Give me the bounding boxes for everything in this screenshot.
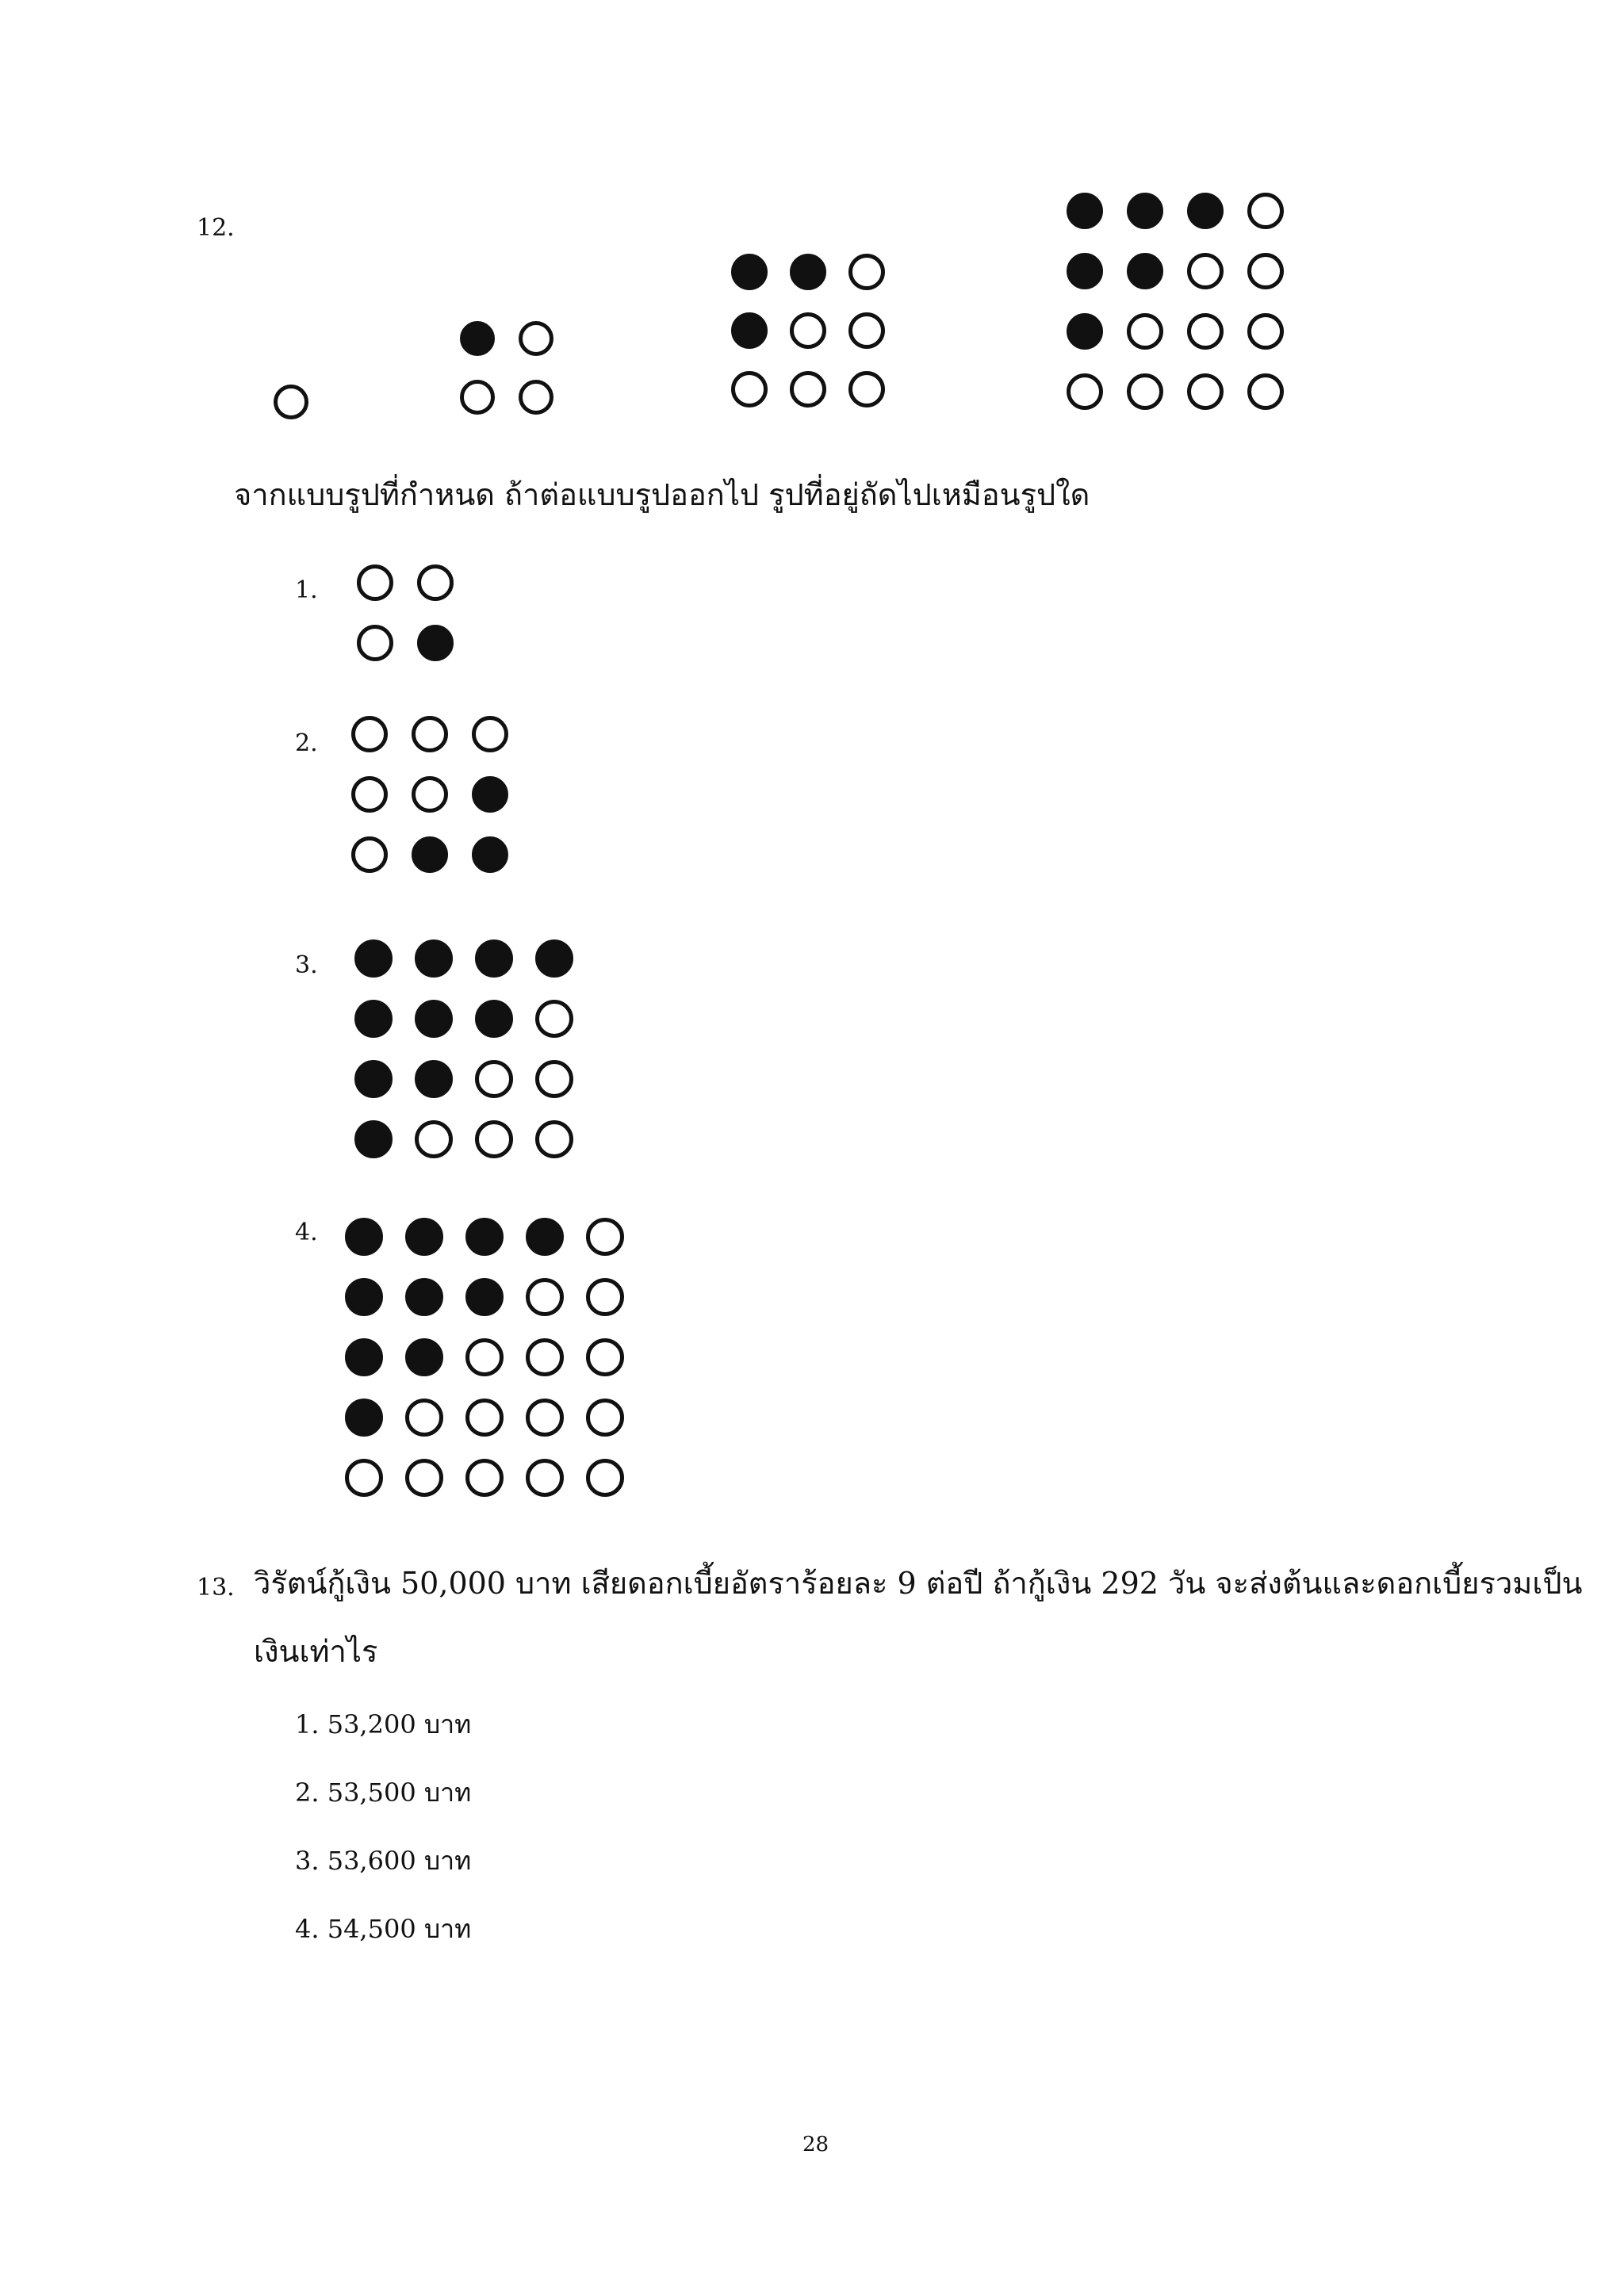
filled-circle-1-2	[790, 254, 826, 290]
q13-option-1[interactable]	[295, 1705, 471, 1745]
empty-circle-2-5	[586, 1278, 624, 1316]
filled-circle-3-1	[354, 1060, 393, 1098]
question-13-prompt-line-2: เงินเท่าไร	[254, 1634, 378, 1669]
filled-circle-1-3	[465, 1218, 504, 1256]
empty-circle-2-1	[460, 380, 495, 415]
q13-option-4-text: 54,500 บาท	[327, 1914, 472, 1944]
empty-circle-2-2	[790, 312, 826, 349]
filled-circle-1-1	[460, 321, 495, 356]
filled-circle-2-1	[1067, 253, 1103, 289]
empty-circle-3-4	[1247, 313, 1284, 350]
filled-circle-3-1	[1067, 313, 1103, 350]
empty-circle-5-2	[405, 1459, 443, 1497]
empty-circle-5-1	[345, 1459, 383, 1497]
filled-circle-2-3	[475, 1000, 513, 1038]
empty-circle-3-2	[790, 371, 826, 408]
empty-circle-4-3	[1187, 373, 1224, 410]
empty-circle-2-4	[1247, 253, 1284, 289]
empty-circle-4-4	[1247, 373, 1284, 410]
q13-option-3-text: 53,600 บาท	[327, 1846, 472, 1876]
filled-circle-2-2	[405, 1278, 443, 1316]
question-12-number: 12.	[197, 214, 235, 242]
empty-circle-1-2	[412, 716, 448, 752]
empty-circle-4-4	[526, 1399, 564, 1437]
empty-circle-1-1	[357, 564, 393, 601]
filled-circle-2-1	[354, 1000, 393, 1038]
q12-option-2-label: 2.	[295, 729, 318, 757]
filled-circle-4-1	[345, 1399, 383, 1437]
q13-option-4-label: 4.	[295, 1914, 320, 1944]
sequence-figure-4	[1067, 193, 1284, 410]
empty-circle-4-3	[465, 1399, 504, 1437]
q13-option-2[interactable]	[295, 1773, 471, 1813]
question-13-number: 13.	[197, 1574, 235, 1601]
filled-circle-3-2	[405, 1338, 443, 1376]
filled-circle-2-1	[731, 312, 768, 349]
sequence-figure-1	[274, 385, 308, 419]
q13-option-2-text: 53,500 บาท	[327, 1777, 472, 1808]
filled-circle-1-4	[526, 1218, 564, 1256]
q13-option-3[interactable]	[295, 1841, 471, 1881]
filled-circle-1-4	[535, 939, 573, 978]
q12-option-1-label: 1.	[295, 576, 318, 604]
empty-circle-4-2	[415, 1120, 453, 1158]
empty-circle-2-3	[1187, 253, 1224, 289]
q12-option-4-label: 4.	[295, 1219, 318, 1246]
empty-circle-2-2	[412, 776, 448, 813]
empty-circle-1-2	[417, 564, 454, 601]
q13-option-2-label: 2.	[295, 1777, 320, 1808]
filled-circle-1-1	[731, 254, 768, 290]
empty-circle-3-4	[535, 1060, 573, 1098]
filled-circle-3-3	[472, 836, 508, 873]
empty-circle-4-3	[475, 1120, 513, 1158]
filled-circle-2-3	[465, 1278, 504, 1316]
empty-circle-2-1	[351, 776, 388, 813]
filled-circle-2-2	[417, 625, 454, 661]
filled-circle-3-2	[415, 1060, 453, 1098]
empty-circle-5-3	[465, 1459, 504, 1497]
empty-circle-3-3	[475, 1060, 513, 1098]
empty-circle-3-3	[848, 371, 885, 408]
filled-circle-4-1	[354, 1120, 393, 1158]
filled-circle-1-2	[1127, 193, 1163, 229]
empty-circle-1-3	[848, 254, 885, 290]
sequence-figure-2	[460, 321, 553, 415]
q12-option-1-figure[interactable]	[357, 564, 454, 661]
empty-circle-4-2	[1127, 373, 1163, 410]
empty-circle-3-1	[731, 371, 768, 408]
filled-circle-2-2	[415, 1000, 453, 1038]
empty-circle-1-1	[351, 716, 388, 752]
empty-circle-2-3	[848, 312, 885, 349]
filled-circle-1-1	[1067, 193, 1103, 229]
empty-circle-5-5	[586, 1459, 624, 1497]
empty-circle-3-4	[526, 1338, 564, 1376]
empty-circle-1-1	[274, 385, 308, 419]
empty-circle-3-5	[586, 1338, 624, 1376]
empty-circle-1-4	[1247, 193, 1284, 229]
q13-option-4[interactable]	[295, 1909, 471, 1950]
empty-circle-4-4	[535, 1120, 573, 1158]
q13-option-1-text: 53,200 บาท	[327, 1709, 472, 1739]
q12-option-3-figure[interactable]	[354, 939, 573, 1158]
filled-circle-2-1	[345, 1278, 383, 1316]
filled-circle-3-2	[412, 836, 448, 873]
empty-circle-2-4	[535, 1000, 573, 1038]
empty-circle-4-1	[1067, 373, 1103, 410]
q12-option-3-label: 3.	[295, 951, 318, 979]
empty-circle-3-3	[465, 1338, 504, 1376]
empty-circle-4-2	[405, 1399, 443, 1437]
filled-circle-3-1	[345, 1338, 383, 1376]
q13-option-1-label: 1.	[295, 1709, 320, 1739]
empty-circle-1-5	[586, 1218, 624, 1256]
filled-circle-2-3	[472, 776, 508, 813]
empty-circle-4-5	[586, 1399, 624, 1437]
page-number: 28	[802, 2133, 829, 2156]
empty-circle-1-2	[519, 321, 553, 356]
question-12-prompt: จากแบบรูปที่กำหนด ถ้าต่อแบบรูปออกไป รูปที่อยู่ถัดไปเหมือนรูปใด	[234, 477, 1090, 512]
empty-circle-3-1	[351, 836, 388, 873]
empty-circle-1-3	[472, 716, 508, 752]
empty-circle-2-4	[526, 1278, 564, 1316]
empty-circle-3-3	[1187, 313, 1224, 350]
q12-option-4-figure[interactable]	[345, 1218, 624, 1497]
filled-circle-1-3	[1187, 193, 1224, 229]
filled-circle-1-3	[475, 939, 513, 978]
question-13-prompt-line-1: วิรัตน์กู้เงิน 50,000 บาท เสียดอกเบี้ยอัตราร้อยละ 9 ต่อปี ถ้ากู้เงิน 292 วัน จะส่งต้นและดอกเบี้ยรวมเป็น	[254, 1566, 1583, 1601]
empty-circle-3-2	[1127, 313, 1163, 350]
filled-circle-2-2	[1127, 253, 1163, 289]
q12-option-2-figure[interactable]	[351, 716, 508, 873]
empty-circle-2-1	[357, 625, 393, 661]
sequence-figure-3	[731, 254, 885, 408]
filled-circle-1-1	[354, 939, 393, 978]
filled-circle-1-1	[345, 1218, 383, 1256]
filled-circle-1-2	[415, 939, 453, 978]
empty-circle-5-4	[526, 1459, 564, 1497]
q13-option-3-label: 3.	[295, 1846, 320, 1876]
empty-circle-2-2	[519, 380, 553, 415]
filled-circle-1-2	[405, 1218, 443, 1256]
